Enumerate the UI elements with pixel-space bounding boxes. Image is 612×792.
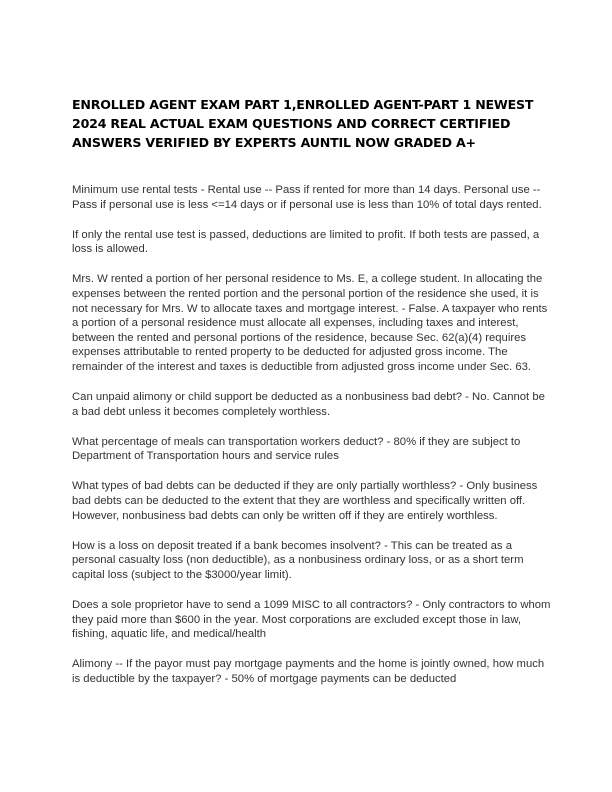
paragraph-alimony-bad-debt: Can unpaid alimony or child support be deducted as a nonbusiness bad debt? - No. Cannot be a bad debt unless it becomes completely worthless.	[72, 391, 545, 418]
paragraph-meals-percentage: What percentage of meals can transportation workers deduct? - 80% if they are subject to Department of Transportation hours and service rules	[72, 435, 521, 463]
paragraph-rental-tests: Minimum use rental tests - Rental use -- Pass if rented for more than 14 days. Personal use -- Pass if personal use is less <=14 days or if personal use is less than 10% of total days rented.	[72, 184, 542, 211]
paragraph-rental-deductions: If only the rental use test is passed, deductions are limited to profit. If both tests are passed, a loss is allowed.	[72, 228, 540, 256]
paragraph-1099-misc: Does a sole proprietor have to send a 1099 MISC to all contractors? - Only contractors to whom they paid more than $600 in the year. Most corporations are excluded except those in law, fishing, aquatic life, and medical/health	[72, 598, 551, 641]
paragraph-alimony-mortgage: Alimony -- If the payor must pay mortgage payments and the home is jointly owned, how much is deductible by the taxpayer? - 50% of mortgage payments can be deducted	[72, 658, 545, 685]
document-title: ENROLLED AGENT EXAM PART 1,ENROLLED AGENT-PART 1 NEWEST 2024 REAL ACTUAL EXAM QUESTIONS AND CORRECT CERTIFIED ANSWERS VERIFIED BY EXPERTS AUNTIL NOW GRADED A+	[72, 97, 534, 150]
paragraph-partial-bad-debts: What types of bad debts can be deducted if they are only partially worthless? - Only business bad debts can be deducted to the extent that they are worthless and specifically written off. However, nonbusiness bad debts can only be written off if they are entirely worthless.	[72, 480, 538, 522]
paragraph-personal-residence: Mrs. W rented a portion of her personal residence to Ms. E, a college student. In allocating the expenses between the rented portion and the personal portion of the residence she used, it is not necessary for Mrs. W to allocate taxes and mortgage interest. - False. A taxpayer who rents a portion of a personal residence must allocate all expenses, including taxes and interest, between the rented and personal portions of the residence, because Sec. 62(a)(4) requires expenses attributable to rented property to be deducted for adjusted gross income. The remainder of the interest and taxes is deductible from adjusted gross income under Sec. 63.	[72, 273, 548, 373]
document-body	[72, 183, 552, 702]
paragraph-bank-insolvent: How is a loss on deposit treated if a bank becomes insolvent? - This can be treated as a personal casualty loss (non deductible), as a nonbusiness ordinary loss, or as a short term capital loss (subject to the $3000/year limit).	[72, 539, 524, 581]
